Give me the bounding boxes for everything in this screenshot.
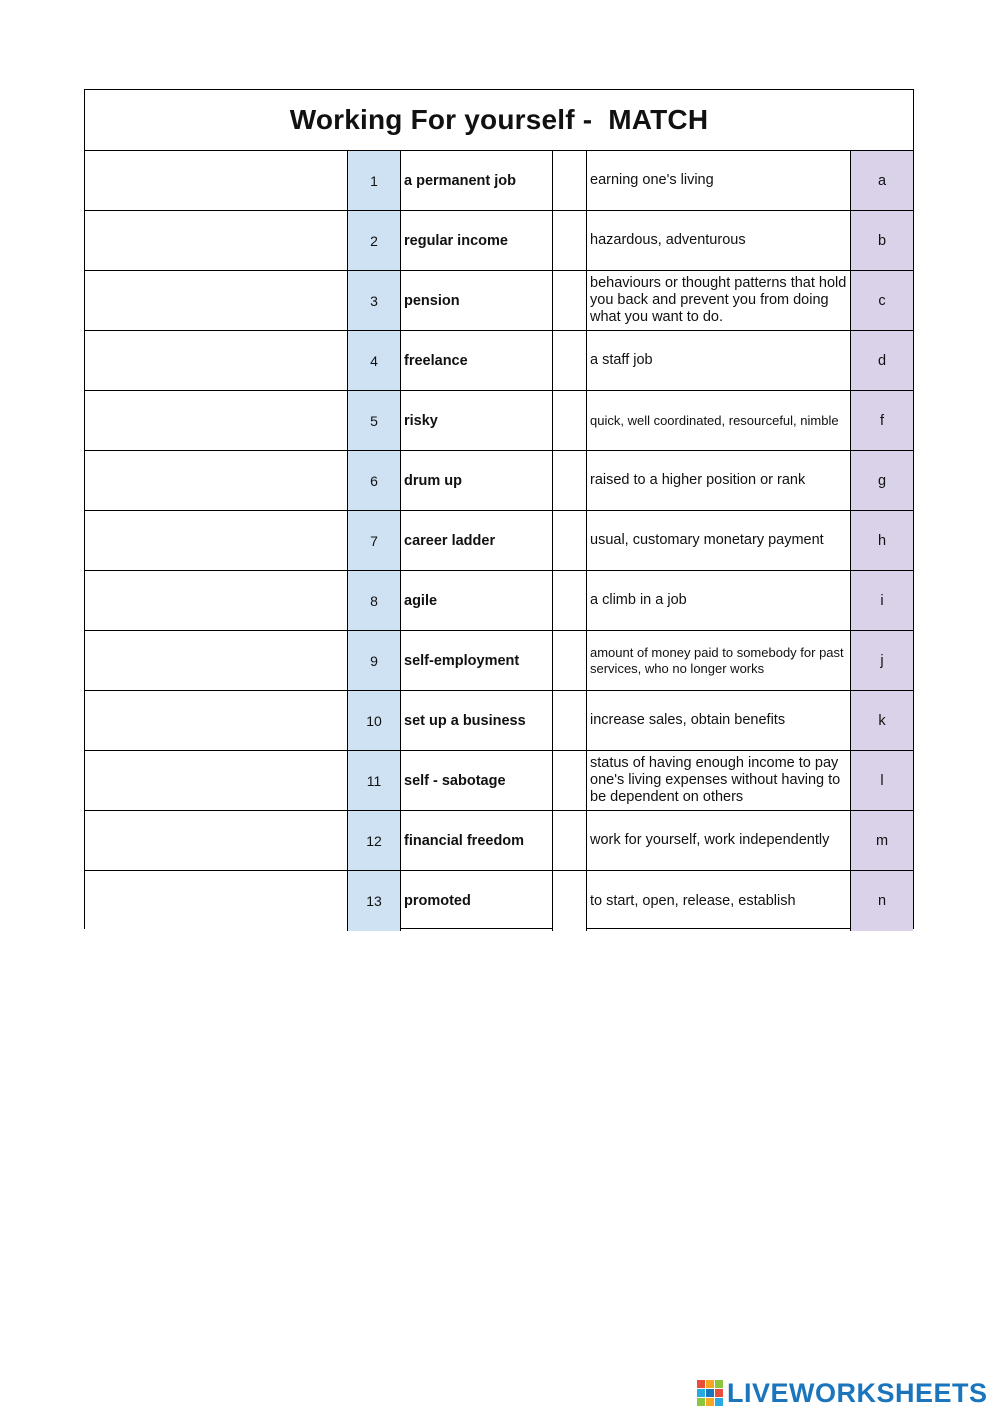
term-number: 2	[348, 211, 401, 270]
spacer-cell	[553, 811, 587, 870]
term-number: 1	[348, 151, 401, 210]
term: agile	[401, 571, 553, 630]
spacer-cell	[553, 511, 587, 570]
term: risky	[401, 391, 553, 450]
definition-letter: g	[851, 451, 913, 510]
worksheet-table	[84, 89, 914, 929]
term-number: 3	[348, 271, 401, 330]
match-row	[85, 451, 913, 511]
match-row	[85, 811, 913, 871]
definition-letter: l	[851, 751, 913, 810]
liveworksheets-logo-icon	[697, 1380, 723, 1406]
worksheet-title: Working For yourself - MATCH	[85, 90, 913, 151]
definition: quick, well coordinated, resourceful, nimble	[587, 391, 851, 450]
definition-letter: d	[851, 331, 913, 390]
definition: usual, customary monetary payment	[587, 511, 851, 570]
term: self - sabotage	[401, 751, 553, 810]
match-row	[85, 751, 913, 811]
definition-letter: m	[851, 811, 913, 870]
definition-letter: c	[851, 271, 913, 330]
definition: hazardous, adventurous	[587, 211, 851, 270]
answer-box[interactable]	[85, 451, 348, 510]
term: set up a business	[401, 691, 553, 750]
spacer-cell	[553, 451, 587, 510]
term-number: 7	[348, 511, 401, 570]
match-row	[85, 271, 913, 331]
spacer-cell	[553, 571, 587, 630]
spacer-cell	[553, 871, 587, 931]
definition: earning one's living	[587, 151, 851, 210]
definition-letter: j	[851, 631, 913, 690]
answer-box[interactable]	[85, 511, 348, 570]
term: career ladder	[401, 511, 553, 570]
definition-letter: n	[851, 871, 913, 931]
spacer-cell	[553, 331, 587, 390]
definition: work for yourself, work independently	[587, 811, 851, 870]
answer-box[interactable]	[85, 691, 348, 750]
spacer-cell	[553, 691, 587, 750]
term: financial freedom	[401, 811, 553, 870]
definition: a climb in a job	[587, 571, 851, 630]
match-row	[85, 691, 913, 751]
answer-box[interactable]	[85, 811, 348, 870]
answer-box[interactable]	[85, 211, 348, 270]
term: a permanent job	[401, 151, 553, 210]
term-number: 11	[348, 751, 401, 810]
term-number: 9	[348, 631, 401, 690]
match-row	[85, 151, 913, 211]
match-row	[85, 871, 913, 931]
definition: behaviours or thought patterns that hold you back and prevent you from doing what you want to do.	[587, 271, 851, 330]
match-row	[85, 211, 913, 271]
brand-name: LIVEWORKSHEETS	[727, 1377, 988, 1408]
definition: increase sales, obtain benefits	[587, 691, 851, 750]
term: self-employment	[401, 631, 553, 690]
spacer-cell	[553, 151, 587, 210]
term-number: 10	[348, 691, 401, 750]
term-number: 13	[348, 871, 401, 931]
definition: to start, open, release, establish	[587, 871, 851, 931]
term-number: 8	[348, 571, 401, 630]
answer-box[interactable]	[85, 151, 348, 210]
definition-letter: i	[851, 571, 913, 630]
match-row	[85, 331, 913, 391]
spacer-cell	[553, 271, 587, 330]
definition: raised to a higher position or rank	[587, 451, 851, 510]
answer-box[interactable]	[85, 571, 348, 630]
answer-box[interactable]	[85, 331, 348, 390]
match-row	[85, 571, 913, 631]
match-row	[85, 391, 913, 451]
term: regular income	[401, 211, 553, 270]
definition-letter: f	[851, 391, 913, 450]
spacer-cell	[553, 751, 587, 810]
term: freelance	[401, 331, 553, 390]
term: pension	[401, 271, 553, 330]
answer-box[interactable]	[85, 631, 348, 690]
match-row	[85, 511, 913, 571]
term-number: 4	[348, 331, 401, 390]
term: drum up	[401, 451, 553, 510]
definition: status of having enough income to pay one's living expenses without having to be dependent on others	[587, 751, 851, 810]
definition: amount of money paid to somebody for past services, who no longer works	[587, 631, 851, 690]
definition: a staff job	[587, 331, 851, 390]
match-row	[85, 631, 913, 691]
spacer-cell	[553, 211, 587, 270]
term-number: 6	[348, 451, 401, 510]
spacer-cell	[553, 631, 587, 690]
definition-letter: b	[851, 211, 913, 270]
answer-box[interactable]	[85, 751, 348, 810]
answer-box[interactable]	[85, 871, 348, 931]
definition-letter: a	[851, 151, 913, 210]
term: promoted	[401, 871, 553, 931]
answer-box[interactable]	[85, 391, 348, 450]
term-number: 12	[348, 811, 401, 870]
definition-letter: h	[851, 511, 913, 570]
definition-letter: k	[851, 691, 913, 750]
term-number: 5	[348, 391, 401, 450]
answer-box[interactable]	[85, 271, 348, 330]
spacer-cell	[553, 391, 587, 450]
liveworksheets-logo	[697, 1378, 988, 1408]
